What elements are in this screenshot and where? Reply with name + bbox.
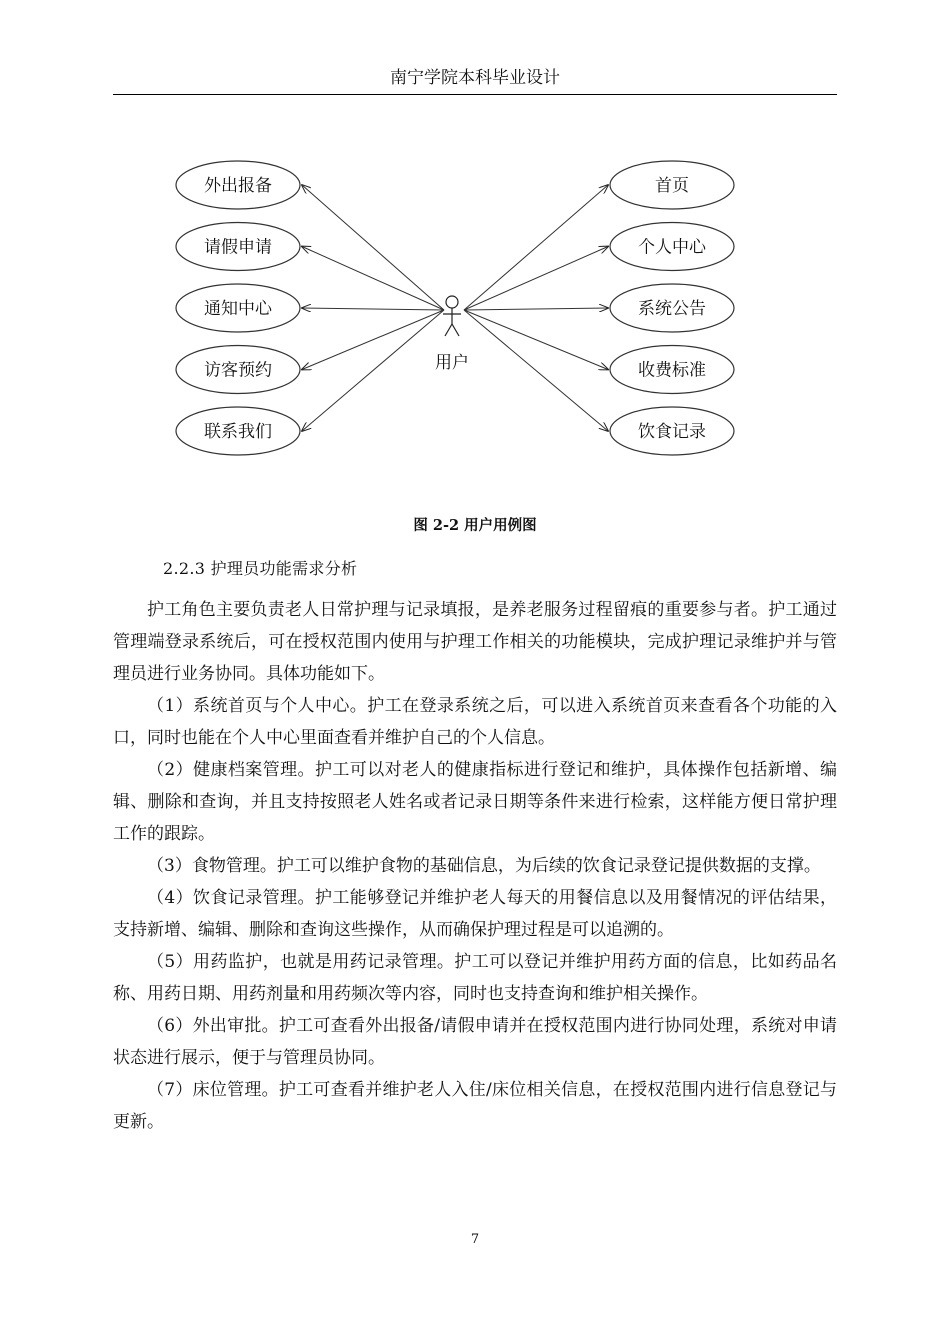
page-number: 7: [470, 1232, 480, 1247]
paragraph-item-2: （2）健康档案管理。护工可以对老人的健康指标进行登记和维护，具体操作包括新增、编辑、删除和查询，并且支持按照老人姓名或者记录日期等条件来进行检索，这样能方便日常护理工作的跟踪。: [113, 760, 837, 844]
use-case-label: 访客预约: [204, 360, 272, 381]
use-case-label: 收费标准: [638, 360, 706, 381]
use-case-left-3: [176, 346, 300, 394]
actor-leg-left: [445, 324, 452, 336]
paragraph-item-5: （5）用药监护，也就是用药记录管理。护工可以登记并维护用药方面的信息，比如药品名称、用药日期、用药剂量和用药频次等内容，同时也支持查询和维护相关操作。: [113, 952, 837, 1004]
use-case-left-0: [176, 161, 300, 209]
association-arrow-right-2: [464, 308, 608, 310]
section-heading: 2.2.3 护理员功能需求分析: [163, 559, 358, 578]
paragraph-item-6: （6）外出审批。护工可查看外出报备/请假申请并在授权范围内进行协同处理，系统对申请状态进行展示，便于与管理员协同。: [113, 1016, 837, 1068]
use-case-left-2: [176, 284, 300, 332]
use-case-right-4: [610, 407, 734, 455]
use-case-label: 外出报备: [204, 176, 272, 196]
paragraph-item-3: （3）食物管理。护工可以维护食物的基础信息，为后续的饮食记录登记提供数据的支撑。: [147, 856, 821, 876]
use-case-left-4: [176, 407, 300, 455]
use-case-right-2: [610, 284, 734, 332]
actor-label: 用户: [435, 353, 469, 373]
use-case-left-1: [176, 223, 300, 271]
use-case-right-3: [610, 346, 734, 394]
page-header: 南宁学院本科毕业设计: [113, 64, 837, 95]
paragraph-item-1: （1）系统首页与个人中心。护工在登录系统之后，可以进入系统首页来查看各个功能的入口，同时也能在个人中心里面查看并维护自己的个人信息。: [113, 696, 837, 748]
use-case-label: 个人中心: [638, 237, 706, 258]
use-case-right-0: [610, 161, 734, 209]
actor-head: [446, 296, 458, 308]
use-case-label: 请假申请: [204, 237, 272, 258]
association-arrow-left-4: [302, 310, 444, 431]
association-arrow-left-1: [302, 247, 444, 311]
actor-figure: [435, 296, 469, 373]
use-case-label: 联系我们: [204, 422, 272, 442]
use-case-right-1: [610, 223, 734, 271]
figure-caption: 图 2-2 用户用例图: [413, 517, 537, 534]
association-arrow-right-3: [464, 310, 608, 370]
use-case-label: 通知中心: [204, 299, 272, 319]
association-arrow-right-0: [464, 185, 608, 310]
use-case-label: 首页: [655, 176, 689, 196]
association-arrow-right-4: [464, 310, 608, 431]
association-arrow-right-1: [464, 247, 608, 311]
paragraph-item-7: （7）床位管理。护工可查看并维护老人入住/床位相关信息，在授权范围内进行信息登记与更新。: [113, 1080, 837, 1132]
paragraph-intro: 护工角色主要负责老人日常护理与记录填报，是养老服务过程留痕的重要参与者。护工通过管理端登录系统后，可在授权范围内使用与护理工作相关的功能模块，完成护理记录维护并与管理员进行业务协同。具体功能如下。: [113, 600, 837, 684]
use-case-label: 饮食记录: [638, 422, 706, 442]
body-text: [113, 594, 837, 1138]
association-arrow-left-2: [302, 308, 444, 310]
association-arrow-left-3: [302, 310, 444, 370]
actor-leg-right: [452, 324, 459, 336]
use-case-label: 系统公告: [638, 299, 706, 319]
use-case-diagram: [160, 150, 760, 470]
association-arrow-left-0: [302, 185, 444, 310]
paragraph-item-4: （4）饮食记录管理。护工能够登记并维护老人每天的用餐信息以及用餐情况的评估结果，支持新增、编辑、删除和查询这些操作，从而确保护理过程是可以追溯的。: [113, 888, 837, 940]
